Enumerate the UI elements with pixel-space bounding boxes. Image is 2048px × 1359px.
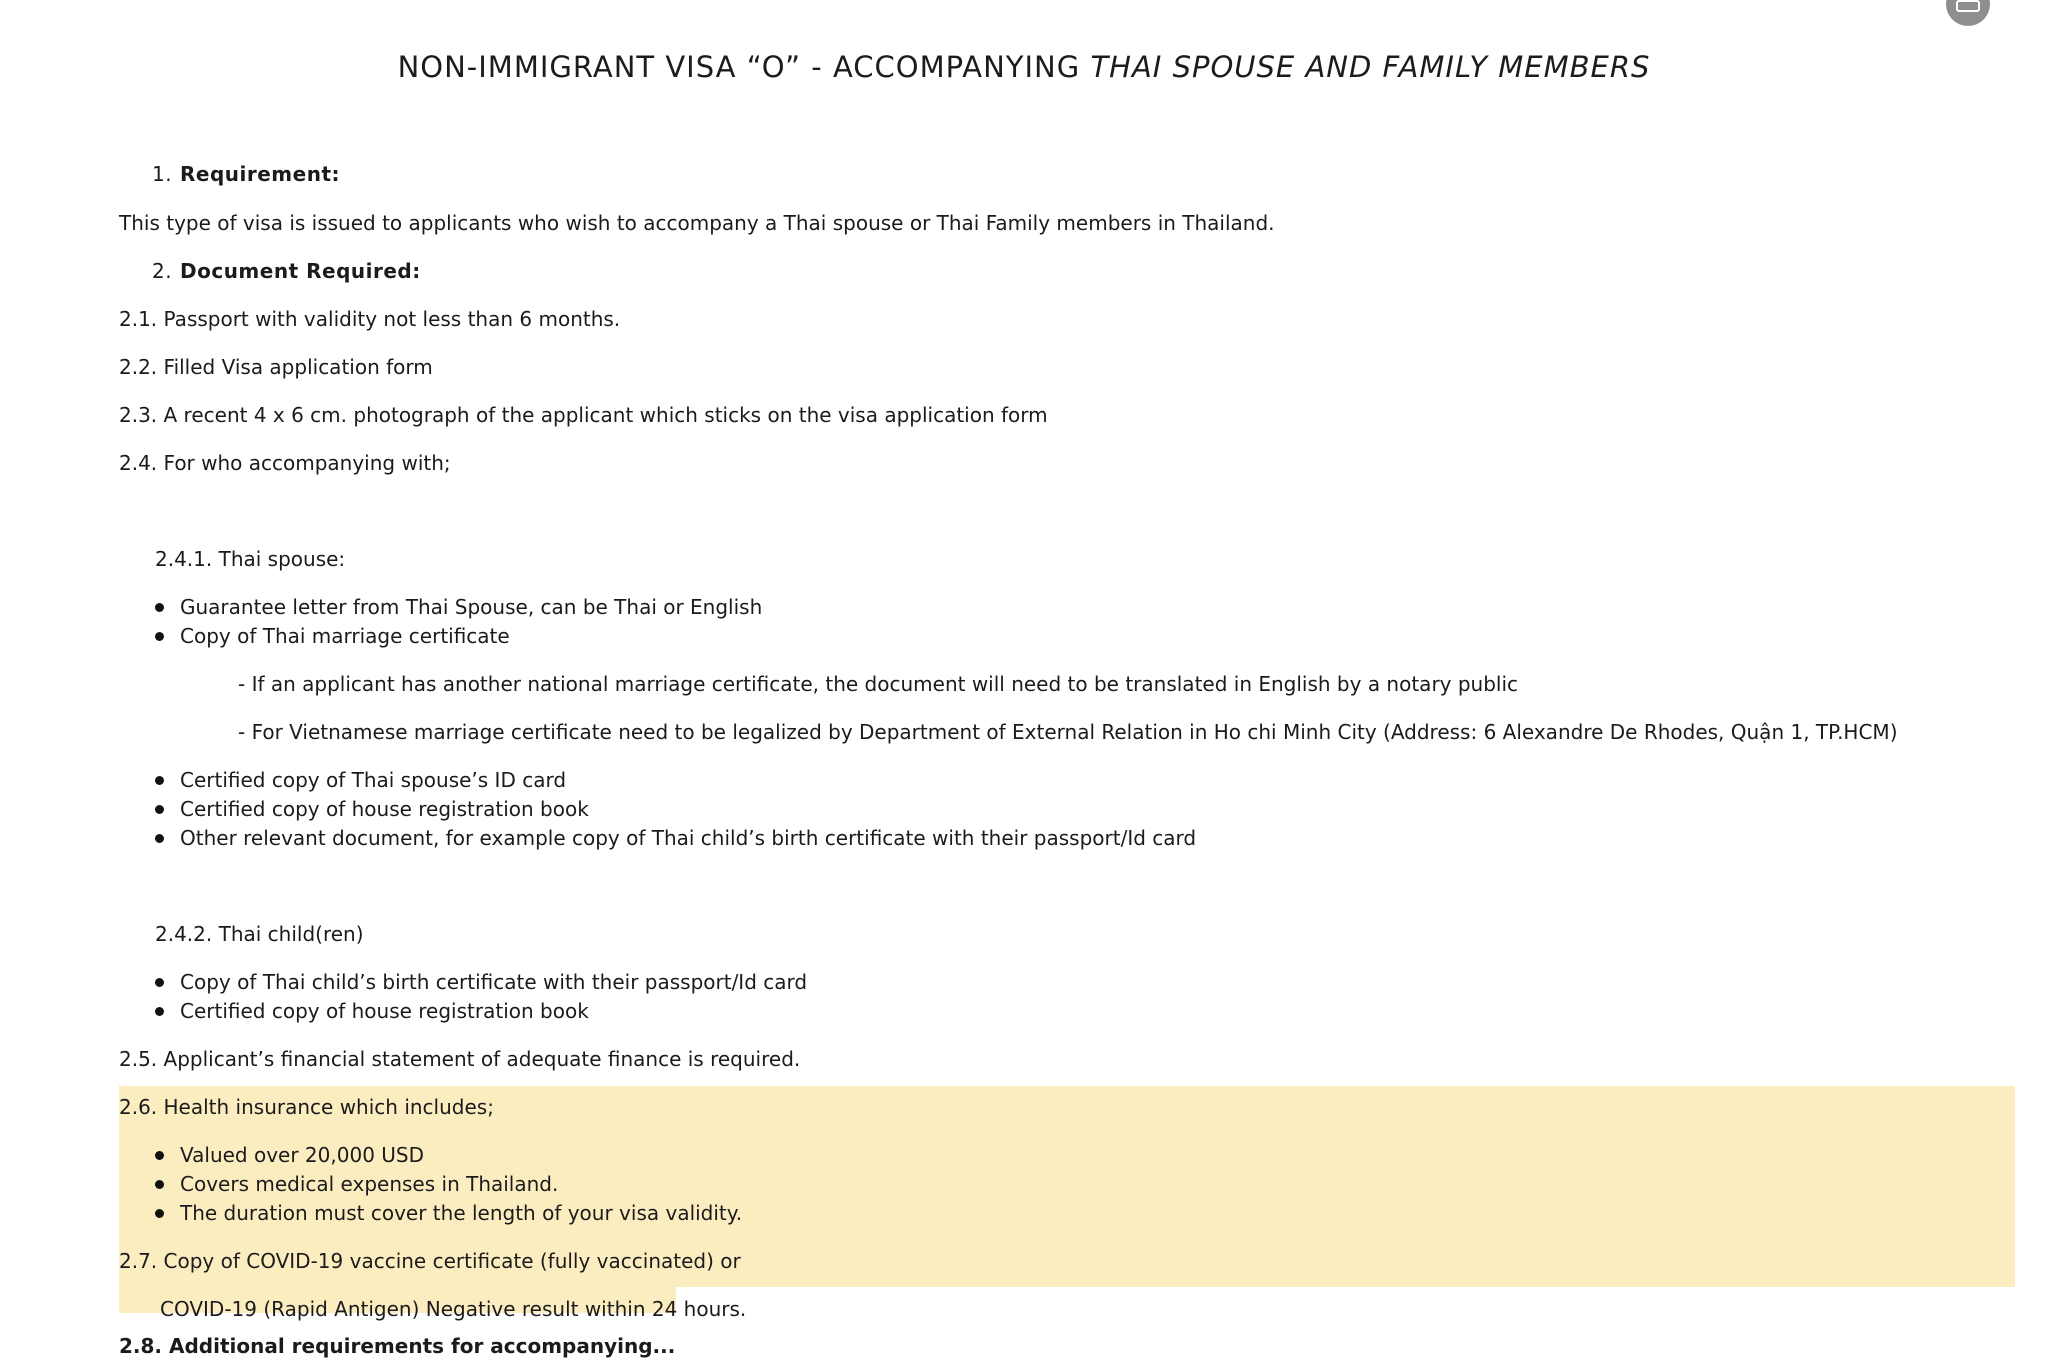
title-italic: THAI SPOUSE AND FAMILY MEMBERS: [1090, 50, 1651, 84]
bullet-icon: [155, 603, 164, 612]
section-2-number: 2.: [152, 259, 173, 283]
list-item: Valued over 20,000 USD: [180, 1142, 424, 1168]
doc-item-2-7: 2.7. Copy of COVID-19 vaccine certificate (fully vaccinated) or: [119, 1249, 741, 1273]
section-2-label: Document Required:: [180, 259, 421, 283]
doc-item-2-1: 2.1. Passport with validity not less than 6 months.: [119, 307, 621, 331]
doc-item-2-7-continued: COVID-19 (Rapid Antigen) Negative result within 24 hours.: [160, 1297, 747, 1321]
bullet-icon: [155, 834, 164, 843]
print-button[interactable]: [1946, 0, 1990, 26]
list-item: Certified copy of Thai spouse’s ID card: [180, 767, 566, 793]
list-item: Certified copy of house registration book: [180, 796, 589, 822]
subsection-2-4-1: 2.4.1. Thai spouse:: [155, 547, 346, 571]
doc-item-2-2: 2.2. Filled Visa application form: [119, 355, 433, 379]
bullet-icon: [155, 632, 164, 641]
doc-item-2-5: 2.5. Applicant’s financial statement of adequate finance is required.: [119, 1047, 801, 1071]
doc-item-2-3: 2.3. A recent 4 x 6 cm. photograph of the applicant which sticks on the visa application form: [119, 403, 1048, 427]
list-item: Covers medical expenses in Thailand.: [180, 1171, 558, 1197]
printer-icon: [1956, 0, 1980, 12]
doc-item-2-6: 2.6. Health insurance which includes;: [119, 1095, 494, 1119]
spouse-note-2: - For Vietnamese marriage certificate need to be legalized by Department of External Relation in Ho chi Minh City (Address: 6 Alexandre De Rhodes, Quận 1, TP.HCM): [238, 720, 1898, 744]
section-1-number: 1.: [152, 162, 173, 186]
section-1-label: Requirement:: [180, 162, 341, 186]
spouse-note-1: - If an applicant has another national marriage certificate, the document will need to be translated in English by a notary public: [238, 672, 1519, 696]
section-1-text: This type of visa is issued to applicants who wish to accompany a Thai spouse or Thai Family members in Thailand.: [119, 211, 1275, 235]
bullet-icon: [155, 805, 164, 814]
subsection-2-4-2: 2.4.2. Thai child(ren): [155, 922, 364, 946]
doc-item-2-4: 2.4. For who accompanying with;: [119, 451, 451, 475]
bullet-icon: [155, 776, 164, 785]
list-item: Other relevant document, for example copy of Thai child’s birth certificate with their passport/Id card: [180, 825, 1196, 851]
bullet-icon: [155, 1007, 164, 1016]
bullet-icon: [155, 1180, 164, 1189]
page-title: [0, 50, 2048, 84]
list-item: Copy of Thai marriage certificate: [180, 623, 510, 649]
bullet-icon: [155, 978, 164, 987]
list-item: Copy of Thai child’s birth certificate with their passport/Id card: [180, 969, 807, 995]
section-2-heading: [152, 258, 421, 284]
list-item: Certified copy of house registration book: [180, 998, 589, 1024]
bullet-icon: [155, 1209, 164, 1218]
title-main: NON-IMMIGRANT VISA “O” - ACCOMPANYING: [397, 50, 1091, 84]
list-item: The duration must cover the length of your visa validity.: [180, 1200, 742, 1226]
section-1-heading: [152, 161, 340, 187]
bullet-icon: [155, 1151, 164, 1160]
list-item: Guarantee letter from Thai Spouse, can be Thai or English: [180, 594, 762, 620]
doc-item-2-8-partial: 2.8. Additional requirements for accompanying...: [119, 1334, 676, 1358]
